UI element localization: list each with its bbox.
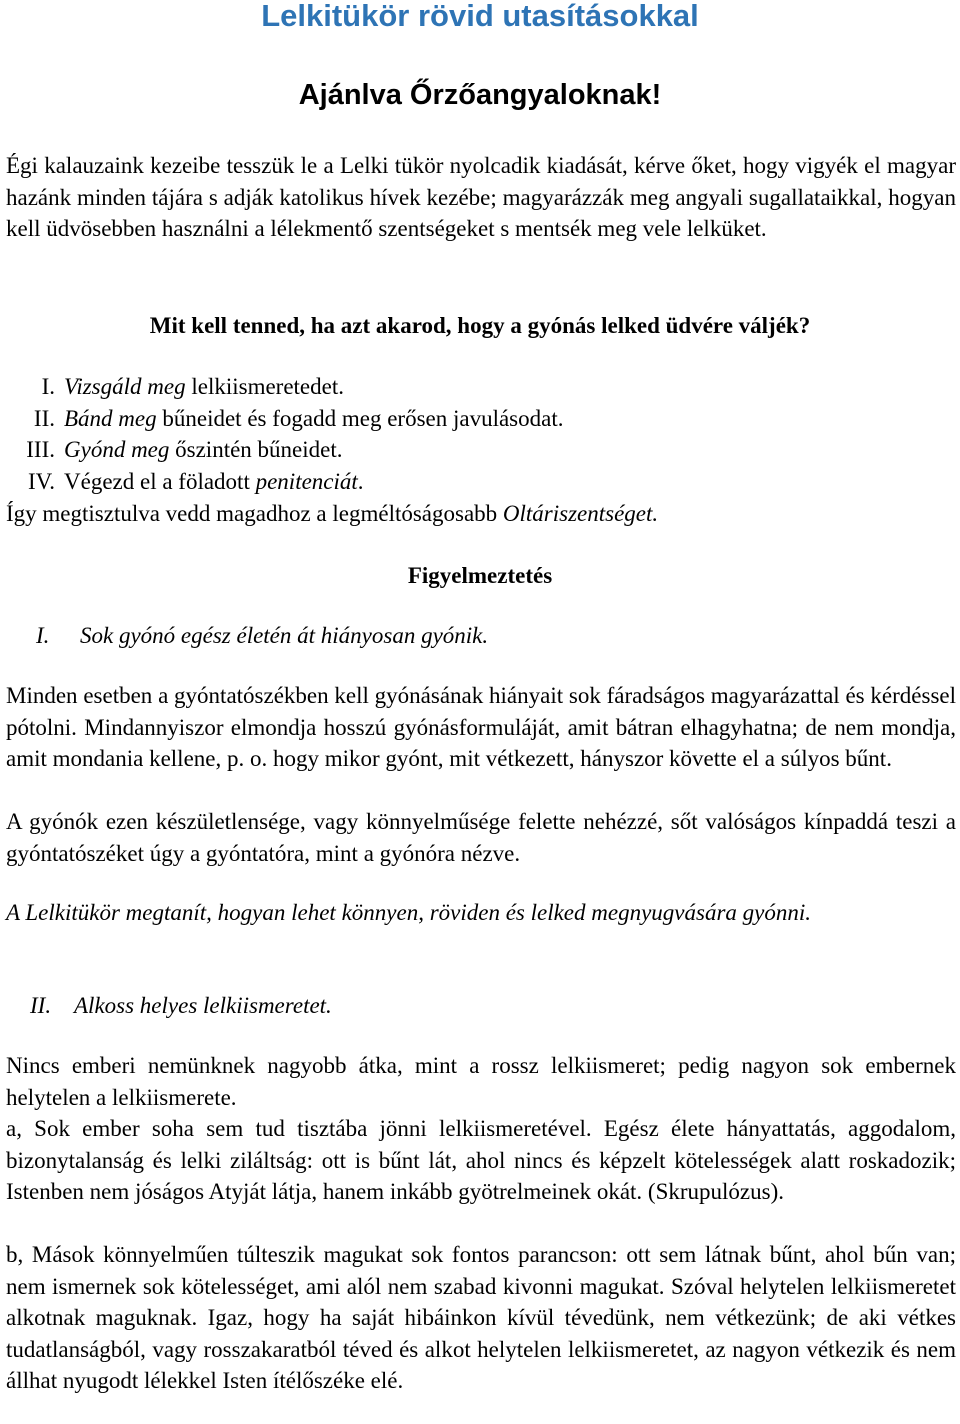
list-number: II.: [33, 405, 55, 431]
final-line: [6, 498, 956, 530]
list-item-text: .: [357, 468, 364, 494]
list-item-text: lelkiismeretedet.: [185, 374, 344, 399]
intro-paragraph: Égi kalauzaink kezeibe tesszük le a Lelki tükör nyolcadik kiadását, kérve őket, hogy vigyék el magyar hazánk minden tájára s adják katolikus hívek kezébe; magyarázzák meg angyali sugallataikkal, hogyan kell üdvösebben használni a lélekmentő szentségeket s mentsék meg vele lelküket.: [6, 153, 956, 241]
list-item-emphasis: Gyónd meg: [64, 437, 170, 462]
paragraph-1: Minden esetben a gyóntatószékben kell gyónásának hiányait sok fáradságos magyarázattal és kérdéssel pótolni. Mindannyiszor elmondja hosszú gyónásformuláját, amit bátran elhagyhatna; de nem mondja, amit mondania kellene, p. o. hogy mikor gyónt, mit vétkezett, hányszor követte el a súlyos bűnt.: [6, 683, 956, 771]
paragraph-5: b, Mások könnyelműen túlteszik magukat sok fontos parancson: ott sem látnak bűnt, ahol bűn van; nem ismernek sok kötelességet, ami alól nem szabad kivonni magukat. Szóval helytelen lelkiismeretet alkotnak maguknak. Igaz, hogy ha saját hibáinkon kívül tévedünk, nem vétkezünk; de aki vétkes tudatlanságból, vagy rosszakaratból téved és alkot helytelen lelkiismeretet, az nagyon vétkezik és nem állhat nyugodt lélekkel Isten ítélőszéke elé.: [6, 1242, 956, 1393]
list-item: [0, 371, 960, 403]
list-item: [0, 434, 960, 466]
list-item-emphasis: Vizsgáld meg: [64, 374, 186, 399]
paragraph-3: Nincs emberi nemünknek nagyobb átka, mint a rossz lelkiismeret; pedig nagyon sok embernek helytelen a lelkiismerete.: [6, 1053, 956, 1110]
page-title: Lelkitükör rövid utasításokkal: [261, 0, 699, 33]
point-one: [0, 620, 960, 652]
final-line-emphasis: Oltáriszentséget.: [502, 501, 659, 526]
steps-list: [0, 371, 960, 497]
paragraph-2: A gyónók ezen készületlensége, vagy könnyelműsége felette nehézzé, sőt valóságos kínpaddá teszi a gyóntatószéket úgy a gyóntatóra, mint a gyónóra nézve.: [6, 809, 956, 866]
paragraph-4: a, Sok ember soha sem tud tisztába jönni lelkiismeretével. Egész élete hányattatás, aggodalom, bizonytalanság és lelki ziláltság: ott is bűnt lát, ahol nincs és képzelt kötelességek alatt roskadozik; Istenben nem jóságos Atyját látja, hanem inkább gyötrelmeinek okát. (Skrupulózus).: [6, 1116, 956, 1204]
list-item: [0, 403, 960, 435]
italic-paragraph: A Lelkitükör megtanít, hogyan lehet könnyen, röviden és lelked megnyugvására gyónni.: [6, 900, 811, 925]
page-subtitle: Ajánlva Őrzőangyaloknak!: [298, 79, 662, 111]
list-item-emphasis: penitenciát: [255, 468, 358, 494]
warning-heading: Figyelmeztetés: [407, 563, 553, 588]
list-item-text: őszintén bűneidet.: [169, 437, 343, 462]
point-text: Sok gyónó egész életén át hiányosan gyónik.: [80, 623, 489, 648]
question-heading: Mit kell tenned, ha azt akarod, hogy a gyónás lelked üdvére váljék?: [149, 313, 811, 338]
list-item: [0, 466, 960, 498]
final-line-text: Így megtisztulva vedd magadhoz a legméltóságosabb: [6, 501, 503, 526]
point-number: II.: [30, 993, 52, 1018]
point-text: Alkoss helyes lelkiismeretet.: [74, 993, 332, 1018]
point-number: I.: [36, 623, 50, 648]
list-number: I.: [41, 374, 55, 399]
list-item-text: Végezd el a föladott: [64, 468, 256, 494]
list-item-text: bűneidet és fogadd meg erősen javulásodat.: [156, 405, 564, 431]
list-number: IV.: [27, 468, 55, 494]
list-number: III.: [26, 437, 55, 462]
list-item-emphasis: Bánd meg: [64, 405, 157, 431]
point-two: [0, 990, 960, 1022]
